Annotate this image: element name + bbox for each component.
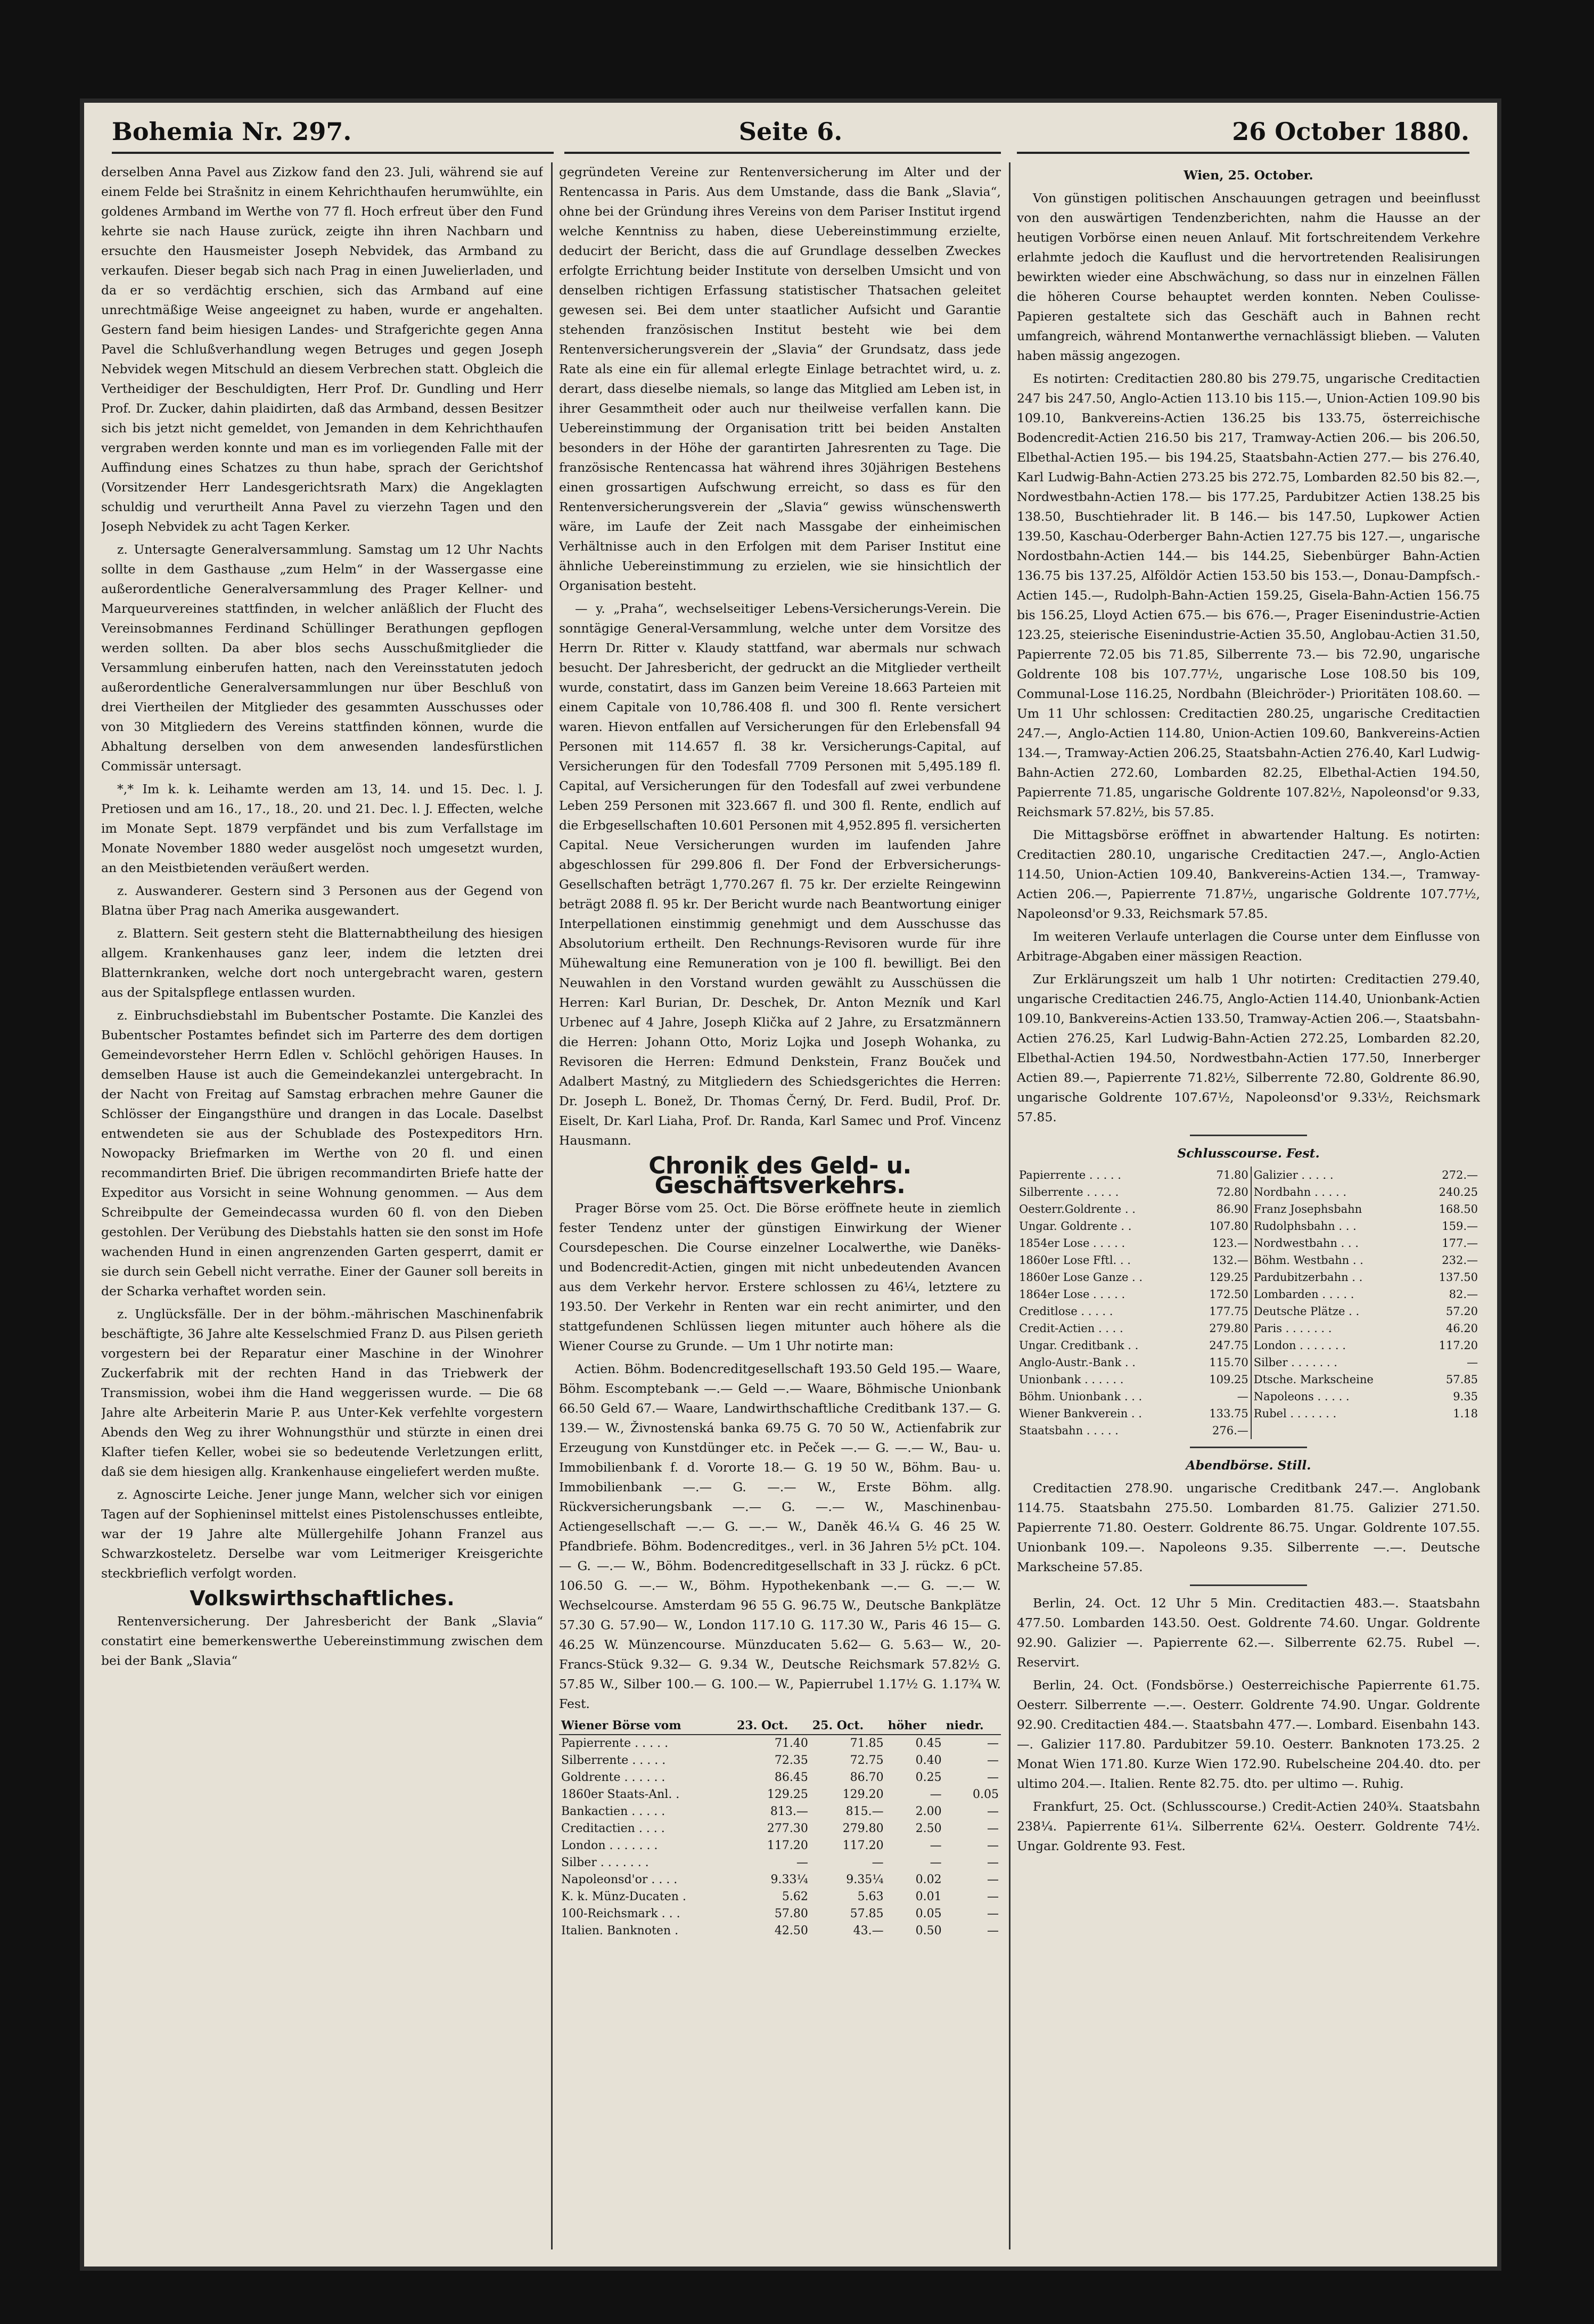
table-cell: 0.02 <box>915 1873 942 1886</box>
table-cell: — <box>987 1924 999 1937</box>
article-paragraph: — y. „Praha“, wechselseitiger Lebens-Versicherungs-Verein. Die sonntägige General-Versammlung, welche unter dem Vorsitze des Herrn Dr. Ritter v. Klaudy stattfand, war abermals nur schwach besucht. Der Jahresbericht, der gedruckt an die Mitglieder vertheilt wurde, constatirt, dass im Ganzen beim Vereine 18.663 Parteien mit einem Capitale von 10,786.408 fl. und 300 fl. Rente versichert waren. Hievon entfallen auf Versicherungen für den Erlebensfall 94 Personen mit 114.657 fl. 38 kr. Versicherungs-Capital, auf Versicherungen für den Todesfall 7709 Personen mit 5,495.189 fl. Capital, auf Versicherungen für den Todesfall auf zwei verbundene Leben 259 Personen mit 323.667 fl. und 300 fl. Rente, endlich auf die Erbgesellschaften 10.601 Personen mit 4,952.895 fl. versicherten Capital. Neue Versicherungen wurden im laufenden Jahre abgeschlossen für 299.806 fl. Der Fond der Erbversicherungs-Gesellschaften beträgt 1,770.267 fl. 75 kr. Der erzielte Reingewinn beträgt 2088 fl. 95 kr. Der Bericht wurde nach Beantwortung einiger Interpellationen einstimmig genehmigt und dem Ausschusse das Absolutorium ertheilt. Den Rechnungs-Revisoren wurde für ihre Mühewaltung eine Remuneration von je 100 fl. bewilligt. Bei den Neuwahlen in den Vorstand wurden gewählt zu Ausschüssen die Herren: Karl Burian, Dr. Deschek, Dr. Anton Mezník und Karl Urbenec auf 4 Jahre, Joseph Klička auf 2 Jahre, zu Ersatzmännern die Herren: Johann Otto, Moriz Lojka und Joseph Wohanka, zu Revisoren die Herren: Edmund Denkstein, Franz Bouček und Adalbert Mastný, zu Mitgliedern des Schiedsgerichtes die Herren: Dr. Joseph L. Bonež, Dr. Thomas Černý, Dr. Ferd. Budil, Prof. Dr. Eiselt, Dr. Karl Liaha, Prof. Dr. Randa, Karl Samec und Prof. Vincenz Hausmann. <box>559 601 1001 1148</box>
table-cell: — <box>987 1822 999 1835</box>
table-cell: — <box>987 1805 999 1818</box>
table-cell: Ungar. Goldrente . . <box>1019 1220 1132 1233</box>
table-cell: 0.40 <box>915 1754 942 1767</box>
table-cell: Papierrente . . . . . <box>1019 1169 1121 1181</box>
table-cell: 1864er Lose . . . . . <box>1019 1288 1125 1301</box>
table-cell: 86.45 <box>774 1771 808 1784</box>
table-cell: 1.18 <box>1453 1407 1478 1420</box>
table-row <box>1017 1218 1480 1235</box>
table-cell: Silberrente . . . . . <box>561 1754 666 1767</box>
table-row <box>1017 1303 1480 1320</box>
header-page-number: Seite 6. <box>738 117 843 146</box>
article-paragraph: Die Mittagsbörse eröffnet in abwartender Haltung. Es notirten: Creditactien 280.10, ungarische Creditactien 247.—, Anglo-Actien 114.50, Union-Actien 109.40, Bankvereins-Actien 134.—, Tramway-Actien 206.—, Papierrente 71.87½, ungarische Goldrente 107.77½, Napoleonsd'or 9.33, Reichsmark 57.85. <box>1017 827 1480 921</box>
table-cell: 276.— <box>1212 1424 1248 1437</box>
table-cell: Nordbahn . . . . . <box>1251 1184 1421 1201</box>
table-row <box>559 1786 1001 1803</box>
article-paragraph: Von günstigen politischen Anschauungen getragen und beeinflusst von den auswärtigen Tendenzberichten, nahm die Hausse an der heutigen Vorbörse einen neuen Anlauf. Mit fortschreitendem Verkehre erlahmte jedoch die Kauflust und die hervortretenden Realisirungen bewirkten wieder eine Abschwächung, so dass nur in einzelnen Fällen die höheren Course behauptet werden konnten. Neben Coulisse-Papieren gestaltete sich das Geschäft auch in Bahnen recht umfangreich, während Montanwerthe vernachlässigt blieben. — Valuten haben mässig angezogen. <box>1017 191 1480 363</box>
closing-prices-title: Schlusscourse. Fest. <box>1177 1146 1320 1161</box>
column-divider-1 <box>551 162 553 2249</box>
table-cell: 46.20 <box>1445 1322 1478 1335</box>
table-cell: 109.25 <box>1209 1373 1248 1386</box>
table-cell: — <box>987 1737 999 1750</box>
table-cell: — <box>930 1788 942 1801</box>
table-cell: 5.62 <box>782 1890 808 1903</box>
table-cell <box>1251 1422 1421 1439</box>
table-cell: 272.— <box>1442 1169 1478 1181</box>
table-cell: Rudolphsbahn . . . <box>1251 1218 1421 1235</box>
table-cell: — <box>987 1873 999 1886</box>
article-paragraph: Rentenversicherung. Der Jahresbericht der Bank „Slavia“ constatirt eine bemerkenswerthe Uebereinstimmung zwischen dem bei der Bank „Slavia“ <box>101 1614 543 1668</box>
table-cell: Galizier . . . . . <box>1251 1167 1421 1184</box>
table-cell: Silber . . . . . . . <box>561 1856 649 1869</box>
table-cell: 72.75 <box>850 1754 884 1767</box>
table-row <box>1017 1235 1480 1252</box>
page-header <box>112 112 1469 154</box>
table-cell: Papierrente . . . . . <box>561 1737 669 1750</box>
table-cell: 1860er Lose Fftl. . . <box>1019 1254 1131 1267</box>
table-cell: 279.80 <box>842 1822 884 1835</box>
table-cell: Nordwestbahn . . . <box>1251 1235 1421 1252</box>
article-paragraph: Actien. Böhm. Bodencreditgesellschaft 193.50 Geld 195.— Waare, Böhm. Escomptebank —.— Geld —.— Waare, Böhmische Unionbank 66.50 Geld 67.— Waare, Landwirthschaftliche Creditbank 137.— G. 139.— W., Živnostenská banka 69.75 G. 70 50 W., Actienfabrik zur Erzeugung von Kunstdünger etc. in Peček —.— G. —.— W., Bau- u. Immobilienbank f. d. Vororte 18.— G. 19 50 W., Böhm. Bau- u. Immobilienbank —.— G. —.— W., Erste Böhm. allg. Rückversicherungsbank —.— G. —.— W., Maschinenbau-Actiengesellschaft —.— G. —.— W., Daněk 46.¼ G. 46 25 W. Pfandbriefe. Böhm. Bodencreditges., verl. in 36 Jahren 5½ pCt. 104.— G. —.— W., Böhm. Bodencreditgesellschaft in 33 J. rückz. 6 pCt. 106.50 G. —.— W., Böhm. Hypothekenbank —.— G. —.— W. Wechselcourse. Amsterdam 96 55 G. 96.75 W., Deutsche Bankplätze 57.30 G. 57.90— W., London 117.10 G. 117.30 W., Paris 46 15— G. 46.25 W. Münzencourse. Münzducaten 5.62— G. 5.63— W., 20-Francs-Stück 9.32— G. 9.34 W., Deutsche Reichsmark 57.82½ G. 57.85 W., Silber 100.— G. 100.— W., Papierrubel 1.17½ G. 1.17¾ W. Fest. <box>559 1361 1001 1711</box>
column-header: 23. Oct. <box>735 1717 810 1735</box>
table-cell: Goldrente . . . . . . <box>561 1771 665 1784</box>
table-cell: 132.— <box>1212 1254 1248 1267</box>
table-row <box>559 1871 1001 1888</box>
table-cell: 137.50 <box>1439 1271 1478 1284</box>
table-cell: — <box>872 1856 884 1869</box>
table-cell: 57.85 <box>1445 1373 1478 1386</box>
table-cell: Italien. Banknoten . <box>561 1924 679 1937</box>
table-cell: Silber . . . . . . . <box>1251 1354 1421 1371</box>
table-cell: London . . . . . . . <box>1251 1337 1421 1354</box>
table-cell: Böhm. Unionbank . . . <box>1019 1390 1143 1403</box>
article-paragraph: Prager Börse vom 25. Oct. Die Börse eröffnete heute in ziemlich fester Tendenz unter der günstigen Einwirkung der Wiener Coursdepeschen. Die Course einzelner Localwerthe, wie Danëks- und Bodencredit-Actien, gingen mit nicht unbedeutenden Avancen aus dem Verkehr hervor. Erstere schlossen zu 46¼, letztere zu 193.50. Der Verkehr in Renten war ein recht animirter, und den stattgefundenen Schlüssen liegen mitunter auch höhere als die Wiener Course zu Grunde. — Um 1 Uhr notirte man: <box>559 1201 1001 1353</box>
column-divider-2 <box>1009 162 1010 2249</box>
table-row <box>1017 1167 1480 1184</box>
table-cell: 0.45 <box>915 1737 942 1750</box>
table-cell: 117.20 <box>767 1839 808 1852</box>
table-body <box>1017 1167 1480 1439</box>
table-cell: 277.30 <box>767 1822 808 1835</box>
table-cell: — <box>987 1771 999 1784</box>
table-cell: 71.80 <box>1216 1169 1248 1181</box>
table-cell: 0.25 <box>915 1771 942 1784</box>
table-cell: — <box>987 1754 999 1767</box>
article-paragraph: derselben Anna Pavel aus Zizkow fand den 23. Juli, während sie auf einem Felde bei Strašnitz in einem Kehrichthaufen herumwühlte, ein goldenes Armband im Werthe von 77 fl. Hoch erfreut über den Fund kehrte sie nach Hause zurück, zeigte ihn ihren Nachbarn und ersuchte den Hausmeister Joseph Nebvidek, das Armband zu verkaufen. Dieser begab sich nach Prag in einen Juwelierladen, und da er so verdächtig erschien, sich das Armband auf eine unrechtmäßige Weise angeeignet zu haben, wurde er angehalten. Gestern fand beim hiesigen Landes- und Strafgerichte gegen Anna Pavel die Schlußverhandlung wegen Betruges und gegen Joseph Nebvidek wegen Mitschuld an diesem Verbrechen statt. Obgleich die Vertheidiger der Beschuldigten, Herr Prof. Dr. Gundling und Herr Prof. Dr. Zucker, dahin plaidirten, daß das Armband, dessen Besitzer sich bis jetzt nicht gemeldet, von Jemanden in dem Kehrichthaufen vergraben werden konnte und man es im vorliegenden Falle mit der Auffindung eines Schatzes zu thun habe, sprach der Gerichtshof (Vorsitzender Herr Landesgerichtsrath Marx) die Angeklagten schuldig und verurtheilt Anna Pavel zu vierzehn Tagen und den Joseph Nebvidek zu acht Tagen Kerker. <box>101 165 543 534</box>
header-issue: Bohemia Nr. 297. <box>112 117 352 146</box>
table-cell: Napoleons . . . . . <box>1251 1388 1421 1405</box>
table-cell: Wiener Bankverein . . <box>1019 1407 1142 1420</box>
table-row <box>559 1923 1001 1940</box>
table-cell: K. k. Münz-Ducaten . <box>561 1890 686 1903</box>
table-cell: — <box>930 1856 942 1869</box>
table-cell: Deutsche Plätze . . <box>1251 1303 1421 1320</box>
column-header: höher <box>886 1717 944 1735</box>
table-cell: 72.35 <box>774 1754 808 1767</box>
table-cell: 2.50 <box>915 1822 942 1835</box>
table-row <box>1017 1371 1480 1388</box>
header-date: 26 October 1880. <box>1232 117 1469 146</box>
article-paragraph: Im weiteren Verlaufe unterlagen die Course unter dem Einflusse von Arbitrage-Abgaben einer mässigen Reaction. <box>1017 929 1480 964</box>
table-cell: 172.50 <box>1209 1288 1248 1301</box>
table-row <box>1017 1252 1480 1269</box>
table-cell: 1860er Staats-Anl. . <box>561 1788 680 1801</box>
table-cell: 82.— <box>1449 1288 1478 1301</box>
table-cell: Silberrente . . . . . <box>1019 1186 1119 1198</box>
section-heading-chronicle: Chronik des Geld- u. Geschäftsverkehrs. <box>648 1152 911 1199</box>
table-row <box>1017 1184 1480 1201</box>
table-cell: Credit-Actien . . . . <box>1019 1322 1123 1335</box>
table-cell: Paris . . . . . . . <box>1251 1320 1421 1337</box>
table-cell: 129.25 <box>767 1788 808 1801</box>
table-cell: Staatsbahn . . . . . <box>1019 1424 1119 1437</box>
table-cell: 71.40 <box>774 1737 808 1750</box>
article-paragraph: z. Auswanderer. Gestern sind 3 Personen aus der Gegend von Blatna über Prag nach Amerika ausgewandert. <box>101 883 543 918</box>
table-cell: 43.— <box>853 1924 884 1937</box>
table-cell: 232.— <box>1442 1254 1478 1267</box>
table-body <box>559 1735 1001 1940</box>
table-cell: — <box>796 1856 808 1869</box>
table-row <box>1017 1405 1480 1422</box>
column-exchange-reports <box>1017 162 1480 2249</box>
table-cell: 240.25 <box>1439 1186 1478 1198</box>
vienna-exchange-table <box>559 1717 1001 1940</box>
table-header-row <box>559 1717 1001 1735</box>
article-paragraph: Berlin, 24. Oct. (Fondsbörse.) Oesterreichische Papierrente 61.75. Oesterr. Silberrente —.—. Oesterr. Goldrente 74.90. Ungar. Goldrente 92.90. Creditactien 484.—. Staatsbahn 477.—. Lombard. Eisenbahn 143.—. Galizier 117.80. Pardubitzer 59.10. Oesterr. Banknoten 173.25. 2 Monat Wien 171.80. Kurze Wien 172.90. Rubelscheine 204.40. dto. per ultimo 204.—. Italien. Rente 82.75. dto. per ultimo —. Ruhig. <box>1017 1678 1480 1791</box>
header-rule-left <box>112 152 554 154</box>
table-cell: 72.80 <box>1216 1186 1248 1198</box>
table-cell: 57.85 <box>850 1907 884 1920</box>
table-row <box>559 1906 1001 1923</box>
table-cell: 57.80 <box>774 1907 808 1920</box>
table-cell: 86.70 <box>850 1771 884 1784</box>
table-cell: 1854er Lose . . . . . <box>1019 1237 1125 1250</box>
table-cell: 0.05 <box>915 1907 942 1920</box>
article-paragraph: z. Einbruchsdiebstahl im Bubentscher Postamte. Die Kanzlei des Bubentscher Postamtes befindet sich im Parterre des dem dortigen Gemeindevorsteher Herrn Edlen v. Schlöchl gehörigen Hauses. In demselben Hause ist auch die Gemeindekanzlei untergebracht. In der Nacht von Freitag auf Samstag erbrachen mehre Gauner die Schlösser der Eingangsthüre und drangen in das Locale. Daselbst entwendeten sie aus der Schublade des Postexpeditors Hrn. Nowopacky Briefmarken im Werthe von 20 fl. und einen recommandirten Brief. Die übrigen recommandirten Briefe hatte der Expeditor aus Vorsicht in seine Wohnung genommen. — Aus dem Schreibpulte der Gemeindecassa wurden 60 fl. von den Dieben gestohlen. Der Verübung des Diebstahls hatten sie den sonst im Hofe wachenden Hund in einen angrenzenden Garten gesperrt, damit er sie durch sein Gebell nicht verrathe. Einer der Gauner soll bereits in der Scharka verhaftet worden sein. <box>101 1008 543 1299</box>
table-cell: 133.75 <box>1209 1407 1248 1420</box>
table-row <box>559 1769 1001 1786</box>
table-cell: 247.75 <box>1209 1339 1248 1352</box>
article-paragraph: Creditactien 278.90. ungarische Creditbank 247.—. Anglobank 114.75. Staatsbahn 275.50. Lombarden 81.75. Galizier 271.50. Papierrente 71.80. Oesterr. Goldrente 86.75. Ungar. Goldrente 107.55. Unionbank 109.—. Napoleons 9.35. Silberrente —.—. Deutsche Markscheine 57.85. <box>1017 1481 1480 1574</box>
table-row <box>1017 1320 1480 1337</box>
table-cell: 71.85 <box>850 1737 884 1750</box>
table-row <box>1017 1201 1480 1218</box>
header-rule-right <box>1017 152 1469 154</box>
section-divider <box>1190 1447 1307 1448</box>
table-cell: 57.20 <box>1445 1305 1478 1318</box>
column-header: 25. Oct. <box>810 1717 886 1735</box>
article-paragraph: gegründeten Vereine zur Rentenversicherung im Alter und der Rentencassa in Paris. Aus dem Umstande, dass die Bank „Slavia“, ohne bei der Gründung ihres Vereins von dem Pariser Institut irgend welche Kenntniss zu haben, diese Uebereinstimmung erzielte, deducirt der Bericht, dass die auf Grundlage desselben Zweckes erfolgte Errichtung beider Institute von derselben Umsicht und von denselben richtigen Erfassung statistischer Thatsachen geleitet gewesen sei. Bei dem unter staatlicher Aufsicht und Garantie stehenden französischen Institut besteht wie bei dem Rentenversicherungsverein der „Slavia“ der Grundsatz, dass jede Rate als eine ein für allemal erlegte Einlage betrachtet wird, u. z. derart, dass dieselbe niemals, so lange das Mitglied am Leben ist, in ihrer Gesammtheit oder auch nur theilweise verfallen kann. Die Uebereinstimmung der Organisation tritt bei beiden Anstalten besonders in der Höhe der garantirten Jahresrenten zu Tage. Die französische Rentencassa hat während ihres 30jährigen Bestehens einen grossartigen Aufschwung erreicht, so dass es für den Rentenversicherungsverein der „Slavia“ gewiss wünschenswerth wäre, im Laufe der Zeit nach Massgabe der einheimischen Verhältnisse auch in den Erfolgen mit dem Pariser Institut eine ähnliche Uebereinstimmung zu erzielen, wie sie hinsichtlich der Organisation besteht. <box>559 165 1001 593</box>
table-cell: Rubel . . . . . . . <box>1251 1405 1421 1422</box>
table-row <box>1017 1422 1480 1439</box>
table-cell: London . . . . . . . <box>561 1839 658 1852</box>
vienna-report-title: Wien, 25. October. <box>1184 168 1313 183</box>
table-cell: 0.01 <box>915 1890 942 1903</box>
table-row <box>1017 1354 1480 1371</box>
section-divider <box>1190 1135 1307 1136</box>
table-cell <box>1421 1422 1480 1439</box>
table-cell: 1860er Lose Ganze . . <box>1019 1271 1143 1284</box>
table-cell: Anglo-Austr.-Bank . . <box>1019 1356 1136 1369</box>
table-cell: Creditlose . . . . . <box>1019 1305 1113 1318</box>
table-cell: 86.90 <box>1216 1203 1248 1216</box>
column-header: Wiener Börse vom <box>559 1717 735 1735</box>
table-cell: 279.80 <box>1209 1322 1248 1335</box>
table-row <box>559 1837 1001 1854</box>
table-cell: 0.05 <box>973 1788 999 1801</box>
table-row <box>1017 1337 1480 1354</box>
article-paragraph: Es notirten: Creditactien 280.80 bis 279.75, ungarische Creditactien 247 bis 247.50, Anglo-Actien 113.10 bis 115.—, Union-Actien 109.90 bis 109.10, Bankvereins-Actien 136.25 bis 133.75, österreichische Bodencredit-Actien 216.50 bis 217, Tramway-Actien 206.— bis 206.50, Elbethal-Actien 195.— bis 194.25, Staatsbahn-Actien 277.— bis 276.40, Karl Ludwig-Bahn-Actien 273.25 bis 272.75, Lombarden 82.50 bis 82.—, Nordwestbahn-Actien 178.— bis 177.25, Pardubitzer Actien 138.25 bis 138.50, Buschtiehrader lit. B 146.— bis 147.50, Lupkower Actien 139.50, Kaschau-Oderberger Bahn-Actien 127.75 bis 127.—, ungarische Nordostbahn-Actien 144.— bis 144.25, Siebenbürger Bahn-Actien 136.75 bis 137.25, Alföldör Actien 153.50 bis 153.—, Donau-Dampfsch.-Actien 145.—, Rudolph-Bahn-Actien 159.25, Gisela-Bahn-Actien 156.75 bis 156.25, Lloyd Actien 675.— bis 676.—, Prager Eisenindustrie-Actien 123.25, steierische Eisenindustrie-Actien 35.50, Anglobau-Actien 31.50, Papierrente 72.05 bis 71.85, Silberrente 73.— bis 72.90, ungarische Goldrente 108 bis 107.77½, ungarische Lose 108.50 bis 109, Communal-Lose 116.25, Nordbahn (Bleichröder-) Prioritäten 108.60. — Um 11 Uhr schlossen: Creditactien 280.25, ungarische Creditactien 247.—, Anglo-Actien 114.80, Union-Actien 109.60, Bankvereins-Actien 134.—, Tramway-Actien 206.25, Staatsbahn-Actien 276.40, Karl Ludwig-Bahn-Actien 272.60, Lombarden 82.25, Elbethal-Actien 194.50, Papierrente 71.85, ungarische Goldrente 107.82½, Napoleonsd'or 9.33, Reichsmark 57.82½, bis 57.85. <box>1017 371 1480 819</box>
table-cell: 0.50 <box>915 1924 942 1937</box>
table-cell: 129.20 <box>842 1788 884 1801</box>
table-cell: — <box>930 1839 942 1852</box>
table-cell: — <box>1237 1390 1248 1403</box>
table-row <box>1017 1388 1480 1405</box>
table-row <box>1017 1286 1480 1303</box>
article-paragraph: z. Unglücksfälle. Der in der böhm.-mährischen Maschinenfabrik beschäftigte, 36 Jahre alte Kesselschmied Franz D. aus Pilsen gerieth vorgestern bei der Reparatur einer Maschine in der Winohrer Zuckerfabrik mit der rechten Hand in das Triebwerk der Transmission, wobei ihm die Hand weggerissen wurde. — Die 68 Jahre alte Arbeiterin Marie P. aus Unter-Kek verfehlte vorgestern Abends den Weg zu ihrer Wohnungsthür und stürzte in einen drei Klafter tiefen Keller, wobei sie so bedeutende Verletzungen erlitt, daß sie dem hiesigen allg. Krankenhause eingeliefert werden mußte. <box>101 1307 543 1479</box>
table-row <box>1017 1269 1480 1286</box>
evening-exchange-title: Abendbörse. Still. <box>1186 1458 1311 1473</box>
table-cell: 5.63 <box>857 1890 884 1903</box>
table-cell: Böhm. Westbahn . . <box>1251 1252 1421 1269</box>
table-cell: 123.— <box>1212 1237 1248 1250</box>
table-cell: Bankactien . . . . . <box>561 1805 665 1818</box>
table-cell: 115.70 <box>1209 1356 1248 1369</box>
table-cell: 2.00 <box>915 1805 942 1818</box>
table-cell: — <box>987 1907 999 1920</box>
table-cell: 107.80 <box>1209 1220 1248 1233</box>
table-cell: Oesterr.Goldrente . . <box>1019 1203 1136 1216</box>
newspaper-page <box>80 98 1501 2271</box>
article-paragraph: Zur Erklärungszeit um halb 1 Uhr notirten: Creditactien 279.40, ungarische Creditactien 246.75, Anglo-Actien 114.40, Unionbank-Actien 109.10, Bankvereins-Actien 133.50, Tramway-Actien 206.—, Staatsbahn-Actien 276.25, Karl Ludwig-Bahn-Actien 272.25, Lombarden 82.20, Elbethal-Actien 194.50, Nordwestbahn-Actien 177.50, Innerberger Actien 89.—, Papierrente 71.82½, Silberrente 72.80, Goldrente 86.90, ungarische Goldrente 107.67½, Napoleonsd'or 9.33½, Reichsmark 57.85. <box>1017 972 1480 1124</box>
table-cell: 177.75 <box>1209 1305 1248 1318</box>
table-cell: Pardubitzerbahn . . <box>1251 1269 1421 1286</box>
table-cell: — <box>987 1890 999 1903</box>
table-cell: 9.35 <box>1453 1390 1478 1403</box>
column-local-news <box>101 162 543 2249</box>
table-cell: Lombarden . . . . . <box>1251 1286 1421 1303</box>
section-heading-economics: Volkswirthschaftliches. <box>190 1587 455 1610</box>
table-cell: Franz Josephsbahn <box>1251 1201 1421 1218</box>
table-row <box>559 1854 1001 1871</box>
table-row <box>559 1888 1001 1906</box>
article-paragraph: z. Blattern. Seit gestern steht die Blatternabtheilung des hiesigen allgem. Krankenhauses ganz leer, indem die letzten drei Blatternkranken, welche dort noch untergebracht waren, gestern aus der Spitalspflege entlassen wurden. <box>101 926 543 1000</box>
table-cell: 159.— <box>1442 1220 1478 1233</box>
table-row <box>559 1735 1001 1752</box>
table-cell: — <box>987 1839 999 1852</box>
column-header: niedr. <box>944 1717 1001 1735</box>
table-cell: 9.35¼ <box>846 1873 884 1886</box>
table-cell: 9.33¼ <box>770 1873 808 1886</box>
table-cell: 42.50 <box>774 1924 808 1937</box>
table-cell: Napoleonsd'or . . . . <box>561 1873 678 1886</box>
header-rule-center <box>564 152 1001 154</box>
table-cell: — <box>1467 1356 1478 1369</box>
table-cell: 168.50 <box>1439 1203 1478 1216</box>
table-cell: 100-Reichsmark . . . <box>561 1907 680 1920</box>
table-cell: Creditactien . . . . <box>561 1822 665 1835</box>
article-paragraph: *,* Im k. k. Leihamte werden am 13, 14. und 15. Dec. l. J. Pretiosen und am 16., 17., 18., 20. und 21. Dec. l. J. Effecten, welche im Monate Sept. 1879 verpfändet und bis zum Verfallstage im Monate November 1880 weder ausgelöst noch umgesetzt wurden, an den Meistbietenden veräußert werden. <box>101 782 543 875</box>
table-cell: Unionbank . . . . . . <box>1019 1373 1124 1386</box>
table-row <box>559 1752 1001 1769</box>
table-cell: Ungar. Creditbank . . <box>1019 1339 1139 1352</box>
table-cell: Dtsche. Markscheine <box>1251 1371 1421 1388</box>
table-cell: 117.20 <box>842 1839 884 1852</box>
table-cell: 117.20 <box>1439 1339 1478 1352</box>
table-cell: 813.— <box>770 1805 808 1818</box>
article-paragraph: Frankfurt, 25. Oct. (Schlusscourse.) Credit-Actien 240¾. Staatsbahn 238¼. Papierrente 61¼. Silberrente 62¼. Oesterr. Goldrente 74½. Ungar. Goldrente 93. Fest. <box>1017 1799 1480 1853</box>
article-paragraph: z. Untersagte Generalversammlung. Samstag um 12 Uhr Nachts sollte in dem Gasthause „zum Helm“ in der Wassergasse eine außerordentliche Generalversammlung des Prager Kellner- und Marqueurvereines stattfinden, in welcher anläßlich der Flucht des Vereinsobmannes Ferdinand Schüllinger Berathungen gepflogen werden sollten. Da aber blos sechs Ausschußmitglieder die Versammlung einberufen hatten, nach den Vereinsstatuten jedoch außerordentliche Generalversammlungen nur über Beschluß von drei Viertheilen der Mitglieder des gesammten Ausschusses oder von 30 Mitgliedern des Vereins stattfinden können, wurde die Abhaltung derselben von dem anwesenden landesfürstlichen Commissär untersagt. <box>101 542 543 774</box>
table-row <box>559 1820 1001 1837</box>
table-cell: 129.25 <box>1209 1271 1248 1284</box>
table-row <box>559 1803 1001 1820</box>
closing-prices-table <box>1017 1167 1480 1439</box>
article-paragraph: z. Agnoscirte Leiche. Jener junge Mann, welcher sich vor einigen Tagen auf der Sophieninsel mittelst eines Pistolenschusses entleibte, war der 19 Jahre alte Müllergehilfe Johann Franzel aus Schwarzkosteletz. Derselbe war vom Leitmeriger Kreisgerichte steckbrieflich verfolgt worden. <box>101 1487 543 1581</box>
table-cell: 815.— <box>845 1805 884 1818</box>
column-economics <box>559 162 1001 2249</box>
table-cell: — <box>987 1856 999 1869</box>
section-divider <box>1190 1584 1307 1586</box>
table-cell: 177.— <box>1442 1237 1478 1250</box>
article-paragraph: Berlin, 24. Oct. 12 Uhr 5 Min. Creditactien 483.—. Staatsbahn 477.50. Lombarden 143.50. Oest. Goldrente 74.60. Ungar. Goldrente 92.90. Galizier —. Papierrente 62.—. Silberrente 62.75. Rubel —. Reservirt. <box>1017 1596 1480 1670</box>
